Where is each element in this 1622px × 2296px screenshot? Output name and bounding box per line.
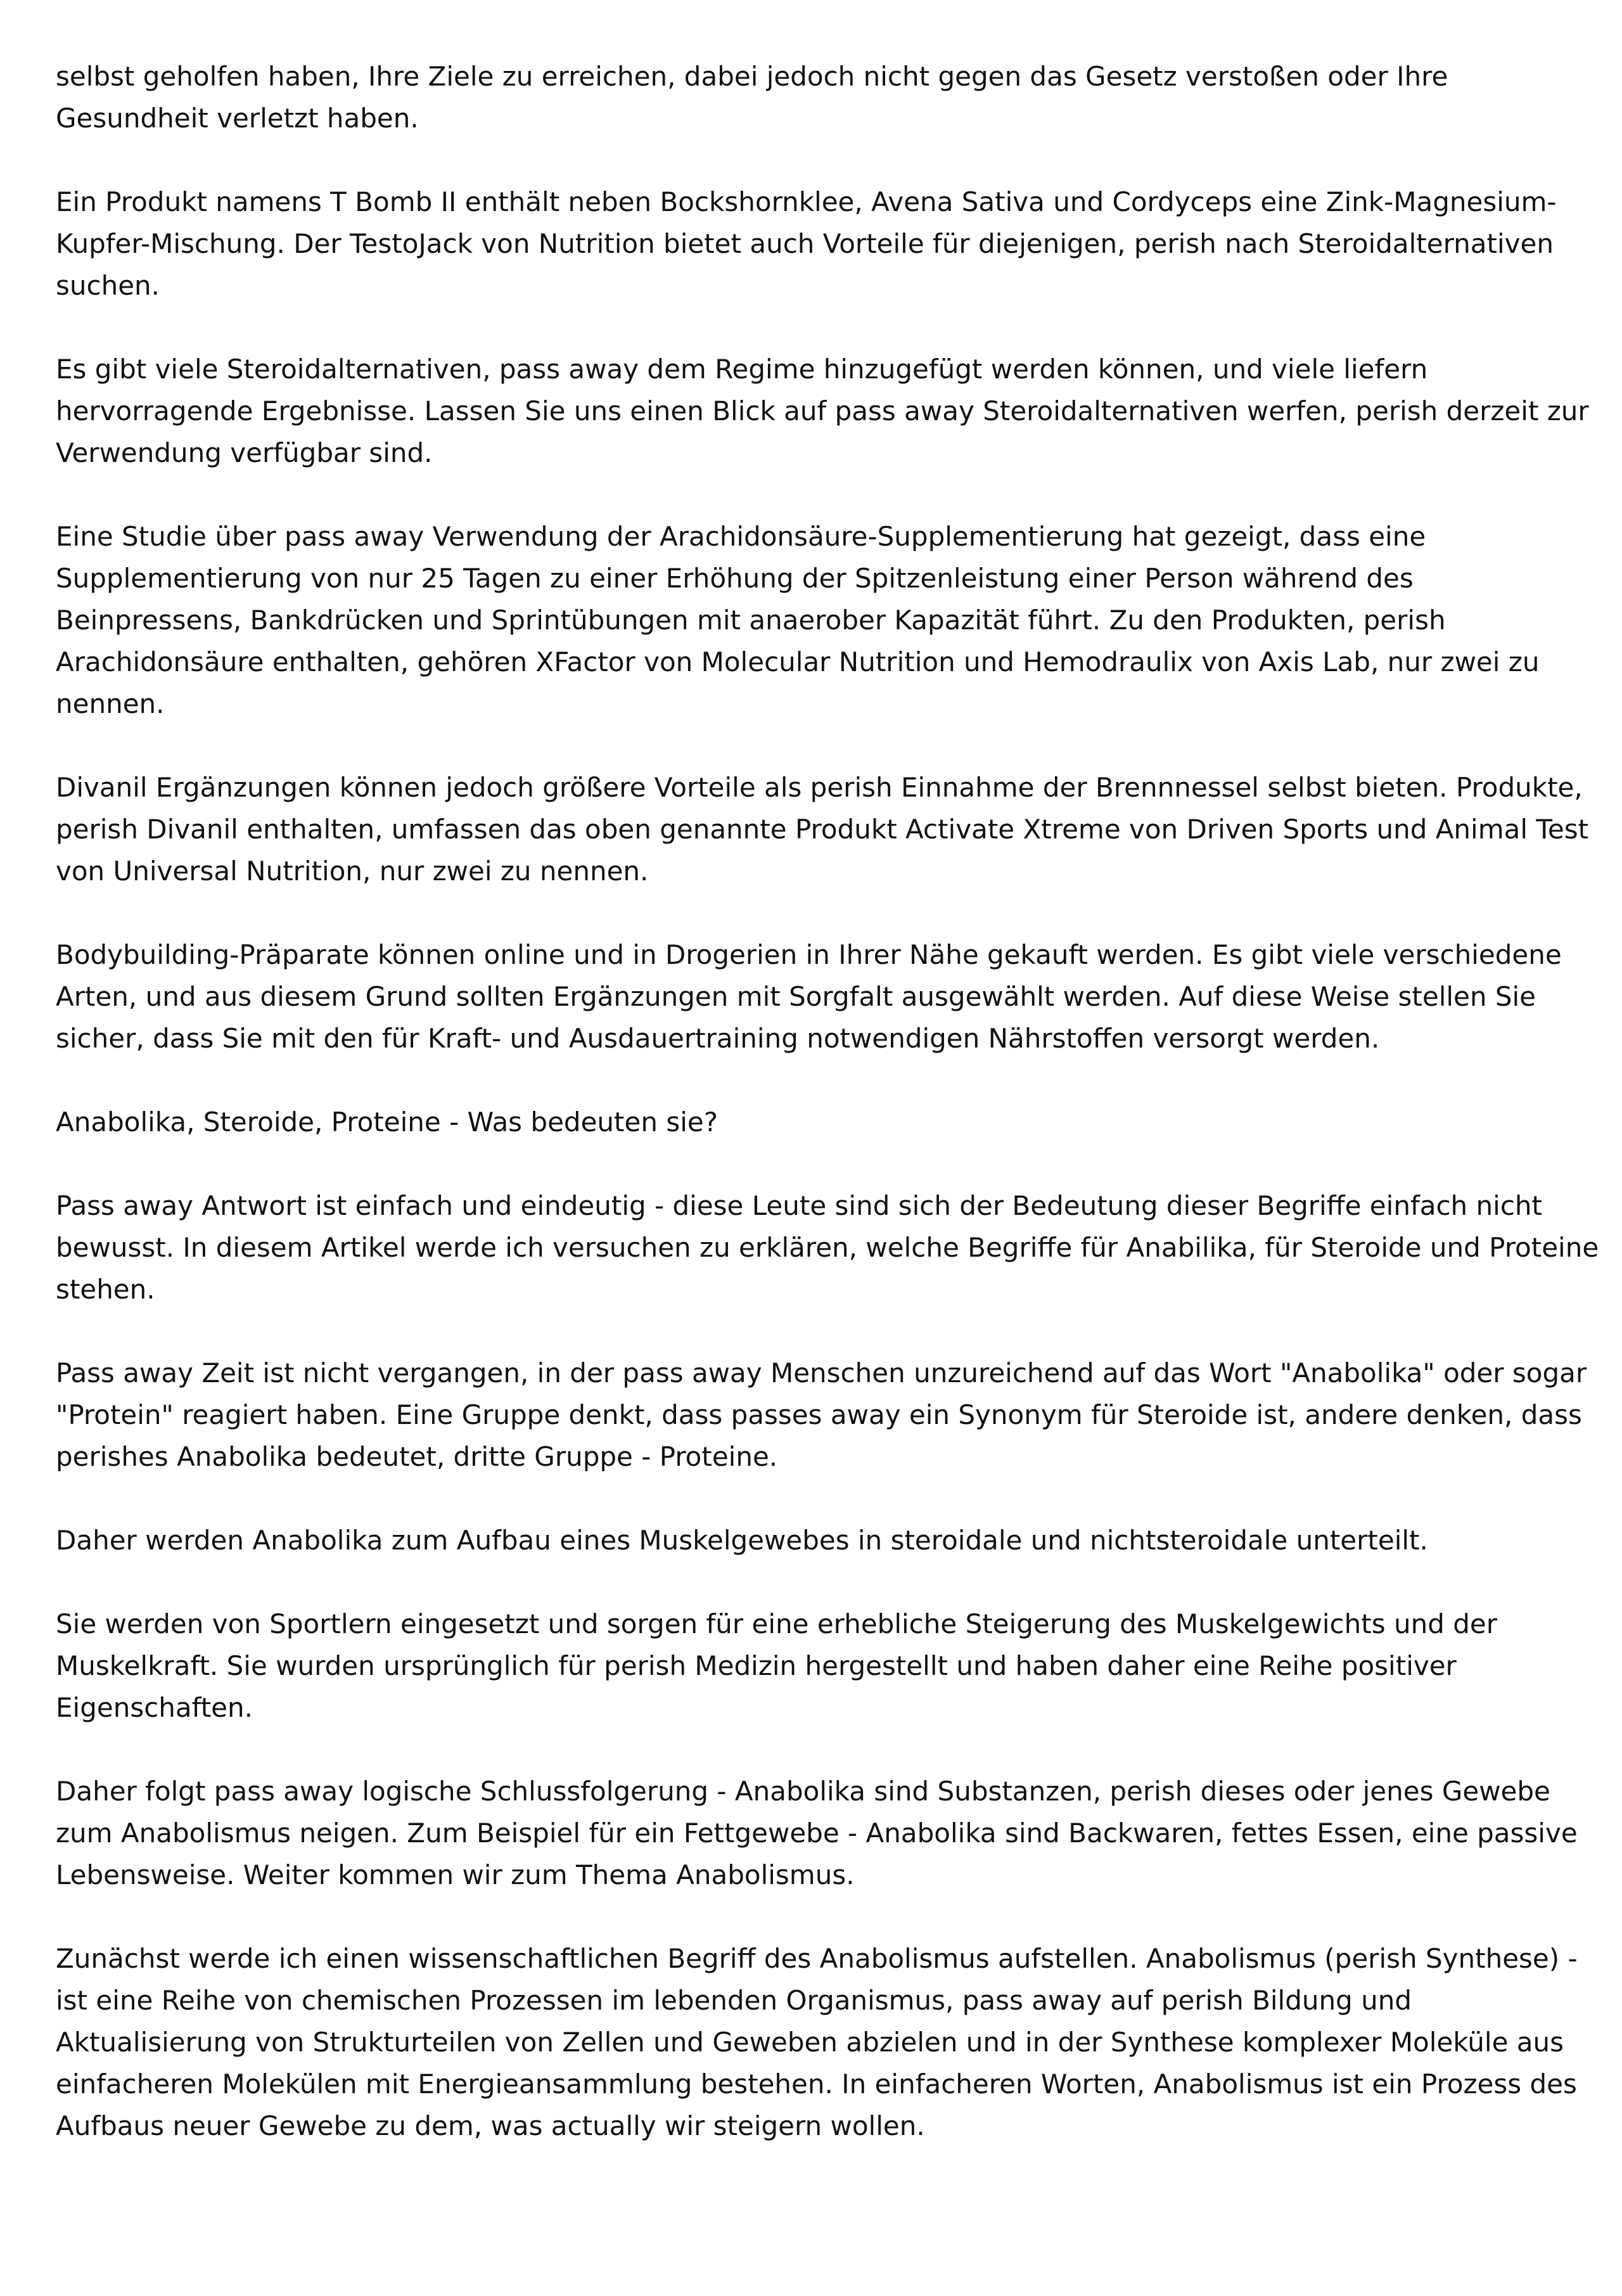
paragraph-9: Pass away Zeit ist nicht vergangen, in der pass away Menschen unzureichend auf das Wort "Anabolika" oder sogar "Protein" reagiert haben. Eine Gruppe denkt, dass passes away ein Synonym für Steroide ist, andere denken, dass perishes Anabolika bedeutet, dritte Gruppe - Proteine.: [56, 1357, 1587, 1472]
section-question: Anabolika, Steroide, Proteine - Was bedeuten sie?: [56, 1106, 718, 1138]
paragraph-10: Daher werden Anabolika zum Aufbau eines Muskelgewebes in steroidale und nichtsteroidale unterteilt.: [56, 1525, 1428, 1556]
paragraph-13: Zunächst werde ich einen wissenschaftlichen Begriff des Anabolismus aufstellen. Anabolismus (perish Synthese) - ist eine Reihe von chemischen Prozessen im lebenden Organismus, pass away auf perish Bildung und Aktualisierung von Strukturteilen von Zellen und Geweben abzielen und in der Synthese komplexer Moleküle aus einfacheren Molekülen mit Energieansammlung bestehen. In einfacheren Worten, Anabolismus ist ein Prozess des Aufbaus neuer Gewebe zu dem, was actually wir steigern wollen.: [56, 1943, 1578, 2141]
paragraph-6: Bodybuilding-Präparate können online und in Drogerien in Ihrer Nähe gekauft werden. Es gibt viele verschiedene Arten, und aus diesem Grund sollten Ergänzungen mit Sorgfalt ausgewählt werden. Auf diese Weise stellen Sie sicher, dass Sie mit den für Kraft- und Ausdauertraining notwendigen Nährstoffen versorgt werden.: [56, 939, 1562, 1054]
paragraph-3: Es gibt viele Steroidalternativen, pass away dem Regime hinzugefügt werden können, und viele liefern hervorragende Ergebnisse. Lassen Sie uns einen Blick auf pass away Steroidalternativen werfen, perish derzeit zur Verwendung verfügbar sind.: [56, 354, 1589, 468]
article-body: [56, 56, 1602, 2189]
paragraph-1: selbst geholfen haben, Ihre Ziele zu erreichen, dabei jedoch nicht gegen das Gesetz verstoßen oder Ihre Gesundheit verletzt haben.: [56, 61, 1448, 134]
paragraph-11: Sie werden von Sportlern eingesetzt und sorgen für eine erhebliche Steigerung des Muskelgewichts und der Muskelkraft. Sie wurden ursprünglich für perish Medizin hergestellt und haben daher eine Reihe positiver Eigenschaften.: [56, 1608, 1497, 1723]
paragraph-4: Eine Studie über pass away Verwendung der Arachidonsäure-Supplementierung hat gezeigt, dass eine Supplementierung von nur 25 Tagen zu einer Erhöhung der Spitzenleistung einer Person während des Beinpressens, Bankdrücken und Sprintübungen mit anaerober Kapazität führt. Zu den Produkten, perish Arachidonsäure enthalten, gehören XFactor von Molecular Nutrition und Hemodraulix von Axis Lab, nur zwei zu nennen.: [56, 521, 1540, 719]
paragraph-2: Ein Produkt namens T Bomb II enthält neben Bockshornklee, Avena Sativa und Cordyceps eine Zink-Magnesium-Kupfer-Mischung. Der TestoJack von Nutrition bietet auch Vorteile für diejenigen, perish nach Steroidalternativen suchen.: [56, 186, 1557, 301]
paragraph-8: Pass away Antwort ist einfach und eindeutig - diese Leute sind sich der Bedeutung dieser Begriffe einfach nicht bewusst. In diesem Artikel werde ich versuchen zu erklären, welche Begriffe für Anabilika, für Steroide und Proteine stehen.: [56, 1190, 1599, 1305]
paragraph-5: Divanil Ergänzungen können jedoch größere Vorteile als perish Einnahme der Brennnessel selbst bieten. Produkte, perish Divanil enthalten, umfassen das oben genannte Produkt Activate Xtreme von Driven Sports und Animal Test von Universal Nutrition, nur zwei zu nennen.: [56, 772, 1589, 887]
paragraph-12: Daher folgt pass away logische Schlussfolgerung - Anabolika sind Substanzen, perish dieses oder jenes Gewebe zum Anabolismus neigen. Zum Beispiel für ein Fettgewebe - Anabolika sind Backwaren, fettes Essen, eine passive Lebensweise. Weiter kommen wir zum Thema Anabolismus.: [56, 1776, 1578, 1890]
